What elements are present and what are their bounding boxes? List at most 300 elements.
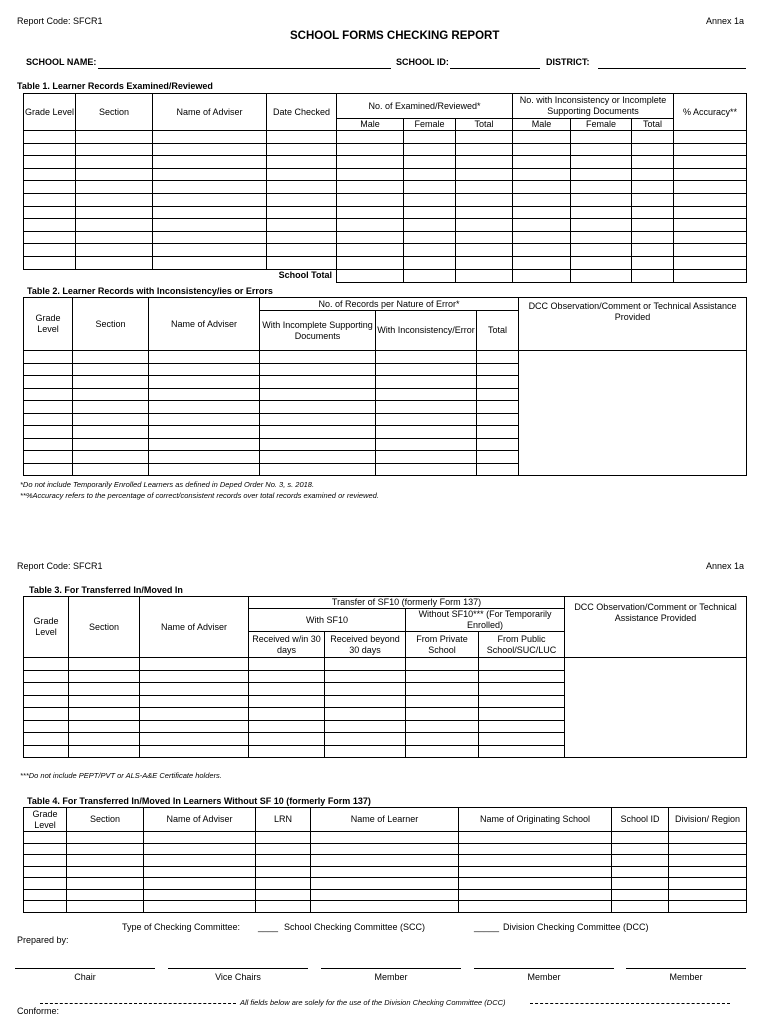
t3-cell[interactable] [69, 745, 140, 758]
t1-cell[interactable] [337, 206, 404, 219]
t4-cell[interactable] [669, 889, 747, 901]
t3-cell[interactable] [140, 708, 249, 721]
t3-cell[interactable] [140, 683, 249, 696]
t1-cell[interactable] [513, 156, 571, 169]
t2-cell[interactable] [477, 351, 519, 364]
t4-cell[interactable] [256, 889, 311, 901]
t3-cell[interactable] [406, 683, 479, 696]
t2-cell[interactable] [376, 351, 477, 364]
t1-cell[interactable] [513, 219, 571, 232]
t1-cell[interactable] [24, 231, 76, 244]
t1-cell[interactable] [456, 131, 513, 144]
t2-cell[interactable] [149, 426, 260, 439]
t1-cell[interactable] [571, 181, 632, 194]
t1-cell[interactable] [24, 168, 76, 181]
t1-cell[interactable] [674, 256, 747, 269]
t3-cell[interactable] [140, 670, 249, 683]
t1-cell[interactable] [267, 231, 337, 244]
t1-cell[interactable] [513, 181, 571, 194]
t3-cell[interactable] [406, 733, 479, 746]
t3-cell[interactable] [24, 683, 69, 696]
t3-cell[interactable] [479, 670, 565, 683]
t3-cell[interactable] [140, 745, 249, 758]
school-id-field[interactable] [450, 68, 540, 69]
t3-cell[interactable] [249, 683, 325, 696]
t1-cell[interactable] [153, 231, 267, 244]
t1-cell[interactable] [153, 244, 267, 257]
t2-cell[interactable] [376, 388, 477, 401]
t1-cell[interactable] [404, 193, 456, 206]
t4-cell[interactable] [459, 843, 612, 855]
t4-cell[interactable] [311, 855, 459, 867]
t2-cell[interactable] [477, 388, 519, 401]
t1-cell[interactable] [456, 206, 513, 219]
t3-cell[interactable] [479, 745, 565, 758]
t2-cell[interactable] [477, 451, 519, 464]
t2-cell[interactable] [260, 363, 376, 376]
t4-cell[interactable] [311, 866, 459, 878]
t2-cell[interactable] [260, 413, 376, 426]
t1-cell[interactable] [267, 219, 337, 232]
t4-cell[interactable] [311, 832, 459, 844]
t1-cell[interactable] [267, 156, 337, 169]
t4-cell[interactable] [612, 855, 669, 867]
t1-cell[interactable] [153, 193, 267, 206]
t3-cell[interactable] [479, 683, 565, 696]
t1-cell[interactable] [337, 244, 404, 257]
t3-cell[interactable] [24, 658, 69, 671]
t2-cell[interactable] [477, 438, 519, 451]
t1-cell[interactable] [456, 181, 513, 194]
t2-cell[interactable] [376, 451, 477, 464]
t4-cell[interactable] [311, 901, 459, 913]
t1-cell[interactable] [153, 156, 267, 169]
t3-cell[interactable] [24, 733, 69, 746]
t3-cell[interactable] [325, 745, 406, 758]
t4-cell[interactable] [612, 901, 669, 913]
t4-cell[interactable] [612, 843, 669, 855]
t1-cell[interactable] [24, 193, 76, 206]
t1-cell[interactable] [76, 256, 153, 269]
t2-cell[interactable] [24, 438, 73, 451]
t1-total-cell[interactable] [404, 269, 456, 282]
t1-total-cell[interactable] [674, 269, 747, 282]
member3-signature-line[interactable] [626, 968, 746, 969]
t4-cell[interactable] [144, 901, 256, 913]
t1-cell[interactable] [571, 231, 632, 244]
t1-cell[interactable] [571, 193, 632, 206]
school-name-field[interactable] [98, 68, 391, 69]
t4-cell[interactable] [144, 889, 256, 901]
t1-cell[interactable] [674, 206, 747, 219]
t3-cell[interactable] [24, 720, 69, 733]
t1-cell[interactable] [404, 143, 456, 156]
t1-cell[interactable] [404, 219, 456, 232]
t2-cell[interactable] [24, 351, 73, 364]
t4-cell[interactable] [669, 866, 747, 878]
t1-cell[interactable] [24, 143, 76, 156]
t1-cell[interactable] [24, 156, 76, 169]
t1-cell[interactable] [571, 156, 632, 169]
t1-cell[interactable] [337, 256, 404, 269]
t2-cell[interactable] [73, 388, 149, 401]
t1-cell[interactable] [513, 256, 571, 269]
t4-cell[interactable] [67, 866, 144, 878]
t2-cell[interactable] [149, 363, 260, 376]
t4-cell[interactable] [311, 878, 459, 890]
t4-cell[interactable] [459, 889, 612, 901]
t1-cell[interactable] [404, 181, 456, 194]
t1-cell[interactable] [632, 256, 674, 269]
t3-cell[interactable] [249, 695, 325, 708]
t4-cell[interactable] [256, 878, 311, 890]
t3-cell[interactable] [406, 695, 479, 708]
t4-cell[interactable] [24, 855, 67, 867]
t2-cell[interactable] [24, 388, 73, 401]
t3-cell[interactable] [69, 658, 140, 671]
district-field[interactable] [598, 68, 746, 69]
t1-cell[interactable] [337, 231, 404, 244]
t1-cell[interactable] [571, 143, 632, 156]
t1-cell[interactable] [674, 156, 747, 169]
t2-cell[interactable] [376, 463, 477, 476]
t1-cell[interactable] [674, 231, 747, 244]
t3-cell[interactable] [69, 683, 140, 696]
t1-cell[interactable] [456, 219, 513, 232]
t3-cell[interactable] [24, 745, 69, 758]
t2-cell[interactable] [73, 438, 149, 451]
member1-signature-line[interactable] [321, 968, 461, 969]
t2-cell[interactable] [260, 451, 376, 464]
t1-cell[interactable] [632, 193, 674, 206]
t1-total-cell[interactable] [513, 269, 571, 282]
t1-cell[interactable] [456, 244, 513, 257]
t1-cell[interactable] [674, 131, 747, 144]
t2-cell[interactable] [149, 401, 260, 414]
t1-cell[interactable] [267, 131, 337, 144]
scc-checkbox[interactable]: ____ [258, 922, 279, 932]
t1-cell[interactable] [337, 219, 404, 232]
t4-cell[interactable] [256, 855, 311, 867]
t3-cell[interactable] [325, 670, 406, 683]
t2-cell[interactable] [24, 413, 73, 426]
t1-cell[interactable] [456, 256, 513, 269]
t1-cell[interactable] [337, 193, 404, 206]
t1-cell[interactable] [267, 206, 337, 219]
t4-cell[interactable] [669, 855, 747, 867]
t2-cell[interactable] [73, 401, 149, 414]
t4-cell[interactable] [669, 843, 747, 855]
t1-cell[interactable] [632, 143, 674, 156]
t1-cell[interactable] [267, 193, 337, 206]
t2-cell[interactable] [260, 426, 376, 439]
t1-cell[interactable] [267, 256, 337, 269]
t2-cell[interactable] [376, 401, 477, 414]
t2-cell[interactable] [149, 376, 260, 389]
t1-cell[interactable] [267, 181, 337, 194]
t2-cell[interactable] [260, 463, 376, 476]
t2-cell[interactable] [73, 426, 149, 439]
t1-cell[interactable] [456, 143, 513, 156]
t4-cell[interactable] [256, 901, 311, 913]
t4-cell[interactable] [144, 855, 256, 867]
t4-cell[interactable] [67, 855, 144, 867]
t3-cell[interactable] [249, 733, 325, 746]
t3-cell[interactable] [406, 745, 479, 758]
t1-cell[interactable] [24, 181, 76, 194]
t4-cell[interactable] [612, 878, 669, 890]
t1-cell[interactable] [571, 244, 632, 257]
t1-cell[interactable] [76, 131, 153, 144]
t1-cell[interactable] [632, 244, 674, 257]
t1-cell[interactable] [153, 168, 267, 181]
t1-cell[interactable] [513, 244, 571, 257]
t1-cell[interactable] [456, 193, 513, 206]
t1-cell[interactable] [76, 231, 153, 244]
t2-cell[interactable] [477, 463, 519, 476]
t1-cell[interactable] [571, 168, 632, 181]
t3-cell[interactable] [249, 745, 325, 758]
t2-cell[interactable] [149, 438, 260, 451]
t4-cell[interactable] [144, 878, 256, 890]
t2-cell[interactable] [149, 463, 260, 476]
t1-cell[interactable] [674, 219, 747, 232]
t3-cell[interactable] [406, 658, 479, 671]
t4-cell[interactable] [144, 843, 256, 855]
t1-cell[interactable] [513, 193, 571, 206]
t2-cell[interactable] [477, 363, 519, 376]
t3-cell[interactable] [249, 658, 325, 671]
t4-cell[interactable] [144, 866, 256, 878]
t4-cell[interactable] [612, 866, 669, 878]
t4-cell[interactable] [67, 832, 144, 844]
t1-cell[interactable] [456, 231, 513, 244]
t1-cell[interactable] [632, 231, 674, 244]
t1-cell[interactable] [674, 193, 747, 206]
t3-cell[interactable] [24, 708, 69, 721]
t1-cell[interactable] [571, 131, 632, 144]
t1-cell[interactable] [24, 206, 76, 219]
t2-cell[interactable] [376, 363, 477, 376]
t1-cell[interactable] [267, 143, 337, 156]
t1-cell[interactable] [456, 156, 513, 169]
t3-cell[interactable] [479, 720, 565, 733]
t1-cell[interactable] [24, 219, 76, 232]
t4-cell[interactable] [459, 901, 612, 913]
t1-cell[interactable] [632, 168, 674, 181]
t2-cell[interactable] [73, 376, 149, 389]
t1-total-cell[interactable] [337, 269, 404, 282]
t4-cell[interactable] [669, 901, 747, 913]
t2-cell[interactable] [73, 451, 149, 464]
t1-cell[interactable] [404, 256, 456, 269]
t2-cell[interactable] [477, 401, 519, 414]
t2-cell[interactable] [73, 413, 149, 426]
t3-cell[interactable] [140, 720, 249, 733]
t3-cell[interactable] [325, 695, 406, 708]
t1-cell[interactable] [513, 168, 571, 181]
t1-cell[interactable] [632, 206, 674, 219]
t2-cell[interactable] [477, 376, 519, 389]
t4-cell[interactable] [67, 843, 144, 855]
t4-cell[interactable] [669, 832, 747, 844]
t1-cell[interactable] [674, 143, 747, 156]
t3-cell[interactable] [325, 708, 406, 721]
t1-cell[interactable] [571, 256, 632, 269]
t1-cell[interactable] [404, 156, 456, 169]
t1-cell[interactable] [632, 181, 674, 194]
t3-cell[interactable] [69, 708, 140, 721]
t3-cell[interactable] [406, 708, 479, 721]
t2-dcc-comment-cell[interactable] [519, 351, 747, 476]
t4-cell[interactable] [24, 832, 67, 844]
t3-dcc-comment-cell[interactable] [565, 658, 747, 758]
t2-cell[interactable] [73, 363, 149, 376]
t3-cell[interactable] [479, 733, 565, 746]
t2-cell[interactable] [376, 426, 477, 439]
t3-cell[interactable] [249, 670, 325, 683]
t3-cell[interactable] [140, 733, 249, 746]
t4-cell[interactable] [311, 843, 459, 855]
t1-cell[interactable] [153, 219, 267, 232]
t1-cell[interactable] [404, 206, 456, 219]
t4-cell[interactable] [24, 901, 67, 913]
t3-cell[interactable] [325, 658, 406, 671]
t2-cell[interactable] [260, 351, 376, 364]
t1-cell[interactable] [76, 193, 153, 206]
t1-cell[interactable] [153, 256, 267, 269]
t1-cell[interactable] [76, 206, 153, 219]
t1-cell[interactable] [76, 219, 153, 232]
t3-cell[interactable] [69, 720, 140, 733]
t1-cell[interactable] [76, 156, 153, 169]
t1-cell[interactable] [513, 143, 571, 156]
t2-cell[interactable] [260, 388, 376, 401]
t2-cell[interactable] [477, 426, 519, 439]
t3-cell[interactable] [24, 670, 69, 683]
t1-cell[interactable] [404, 244, 456, 257]
t1-cell[interactable] [153, 131, 267, 144]
t1-cell[interactable] [153, 206, 267, 219]
t4-cell[interactable] [669, 878, 747, 890]
t1-cell[interactable] [674, 168, 747, 181]
t2-cell[interactable] [24, 451, 73, 464]
t2-cell[interactable] [24, 463, 73, 476]
t4-cell[interactable] [67, 901, 144, 913]
t2-cell[interactable] [73, 463, 149, 476]
t1-cell[interactable] [456, 168, 513, 181]
t4-cell[interactable] [459, 878, 612, 890]
t1-cell[interactable] [632, 156, 674, 169]
t3-cell[interactable] [325, 683, 406, 696]
t2-cell[interactable] [477, 413, 519, 426]
t2-cell[interactable] [24, 363, 73, 376]
t1-cell[interactable] [76, 244, 153, 257]
t1-cell[interactable] [153, 143, 267, 156]
t1-cell[interactable] [404, 131, 456, 144]
vice-chairs-signature-line[interactable] [168, 968, 308, 969]
t2-cell[interactable] [24, 426, 73, 439]
t1-cell[interactable] [337, 143, 404, 156]
t2-cell[interactable] [376, 376, 477, 389]
t1-total-cell[interactable] [571, 269, 632, 282]
t4-cell[interactable] [459, 832, 612, 844]
t1-cell[interactable] [24, 244, 76, 257]
t3-cell[interactable] [140, 658, 249, 671]
t4-cell[interactable] [256, 866, 311, 878]
t1-cell[interactable] [337, 168, 404, 181]
t4-cell[interactable] [256, 843, 311, 855]
t1-cell[interactable] [632, 131, 674, 144]
t1-cell[interactable] [24, 256, 76, 269]
t1-cell[interactable] [674, 181, 747, 194]
t1-cell[interactable] [513, 231, 571, 244]
t4-cell[interactable] [311, 889, 459, 901]
t2-cell[interactable] [149, 413, 260, 426]
t1-cell[interactable] [632, 219, 674, 232]
t3-cell[interactable] [406, 670, 479, 683]
t1-cell[interactable] [76, 181, 153, 194]
t2-cell[interactable] [260, 401, 376, 414]
t2-cell[interactable] [260, 438, 376, 451]
t2-cell[interactable] [149, 351, 260, 364]
t1-cell[interactable] [404, 231, 456, 244]
t2-cell[interactable] [73, 351, 149, 364]
t1-total-cell[interactable] [632, 269, 674, 282]
t4-cell[interactable] [612, 832, 669, 844]
t4-cell[interactable] [67, 889, 144, 901]
chair-signature-line[interactable] [15, 968, 155, 969]
t1-total-cell[interactable] [456, 269, 513, 282]
t4-cell[interactable] [459, 855, 612, 867]
t1-cell[interactable] [337, 156, 404, 169]
t1-cell[interactable] [76, 168, 153, 181]
t1-cell[interactable] [76, 143, 153, 156]
t1-cell[interactable] [267, 168, 337, 181]
t3-cell[interactable] [249, 708, 325, 721]
t4-cell[interactable] [24, 878, 67, 890]
t4-cell[interactable] [67, 878, 144, 890]
t3-cell[interactable] [249, 720, 325, 733]
t4-cell[interactable] [459, 866, 612, 878]
t3-cell[interactable] [325, 720, 406, 733]
t3-cell[interactable] [325, 733, 406, 746]
t1-cell[interactable] [153, 181, 267, 194]
t4-cell[interactable] [24, 889, 67, 901]
member2-signature-line[interactable] [474, 968, 614, 969]
t2-cell[interactable] [260, 376, 376, 389]
t1-cell[interactable] [571, 206, 632, 219]
t1-cell[interactable] [267, 244, 337, 257]
t3-cell[interactable] [69, 733, 140, 746]
t3-cell[interactable] [24, 695, 69, 708]
t3-cell[interactable] [479, 695, 565, 708]
t1-cell[interactable] [571, 219, 632, 232]
t3-cell[interactable] [406, 720, 479, 733]
t1-cell[interactable] [404, 168, 456, 181]
t3-cell[interactable] [479, 708, 565, 721]
t4-cell[interactable] [144, 832, 256, 844]
t4-cell[interactable] [612, 889, 669, 901]
t1-cell[interactable] [513, 206, 571, 219]
t2-cell[interactable] [149, 388, 260, 401]
t1-cell[interactable] [674, 244, 747, 257]
t2-cell[interactable] [376, 413, 477, 426]
t4-cell[interactable] [256, 832, 311, 844]
t1-cell[interactable] [337, 181, 404, 194]
t3-cell[interactable] [479, 658, 565, 671]
t3-cell[interactable] [69, 670, 140, 683]
